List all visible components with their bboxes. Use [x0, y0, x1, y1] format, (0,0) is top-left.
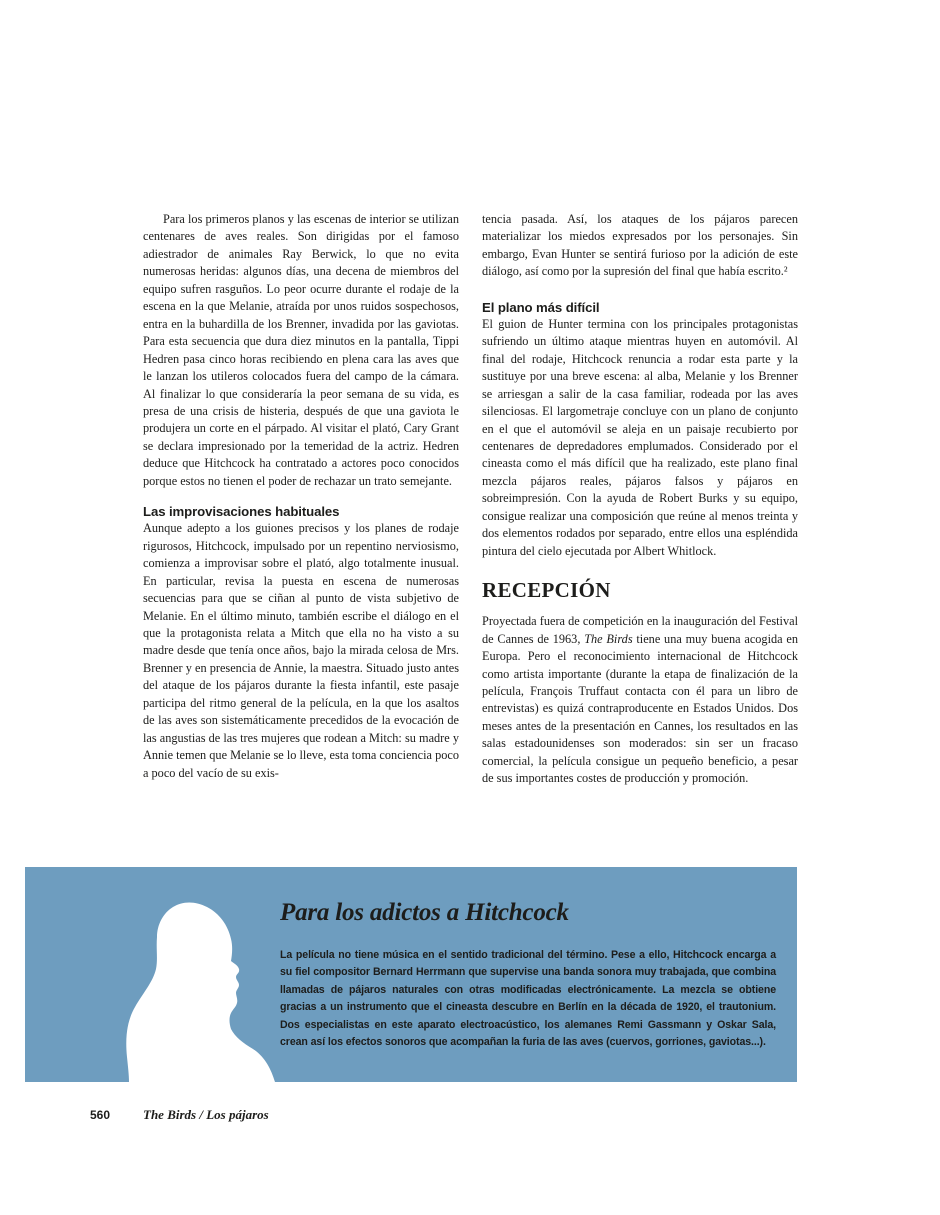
sidebar-title: Para los adictos a Hitchcock	[280, 899, 569, 926]
body-paragraph: tencia pasada. Así, los ataques de los pájaros parecen materializar los miedos expresados por los personajes. Sin embargo, Evan Hunter se sentirá furioso por la adición de este diálogo, así como por la supresión del final que había escrito.²	[482, 212, 798, 279]
left-column	[143, 211, 459, 782]
body-paragraph: Para los primeros planos y las escenas de interior se utilizan centenares de aves reales. Son dirigidas por el famoso adiestrador de animales Ray Berwick, lo que no evita numerosas heridas: algunos días, una decena de miembros del equipo sufren rasguños. Lo peor ocurre durante el rodaje de la escena en la que Melanie, atraída por unos ruidos sospechosos, entra en la buhardilla de los Brenner, invadida por las gaviotas. Para esta secuencia que dura diez minutos en la pantalla, Tippi Hedren pasa cinco horas recibiendo en plena cara las aves que le lanzan los utileros colocados fuera del campo de la cámara. Al finalizar lo que consideraría la peor semana de su vida, es presa de una crisis de histeria, después de que una gaviota le produjera un corte en el párpado. Al visitar el plató, Cary Grant se declara impresionado por la temeridad de la actriz. Hedren deduce que Hitchcock ha contratado a actores poco conocidos porque estos no tienen el poder de rechazar un trato semejante.	[143, 212, 459, 488]
text-run: Proyectada fuera de competición en la inauguración del Festival de Cannes de 1963,	[482, 614, 798, 646]
right-column	[482, 211, 798, 788]
subheading: Las improvisaciones habituales	[143, 504, 340, 520]
sidebar-text: La película no tiene música en el sentido tradicional del término. Pese a ello, Hitchcock encarga a su fiel compositor Bernard Herrmann que supervise una banda sonora muy trabajada, que combina llamadas de pájaros naturales con otras modificadas electrónicamente. La mezcla se obtiene gracias a un instrumento que el cineasta descubre en Berlín en la década de 1920, el trautonium. Dos especialistas en este aparato electroacústico, los alemanes Remi Gassmann y Oskar Sala, crean así los efectos sonoros que acompañan la furia de las aves (cuervos, gorriones, gaviotas...).	[280, 949, 776, 1049]
film-title: The Birds	[584, 631, 633, 646]
section-title: RECEPCIÓN	[482, 578, 611, 603]
body-paragraph	[482, 613, 798, 788]
subheading: El plano más difícil	[482, 299, 600, 315]
sidebar-box	[25, 867, 797, 1082]
running-title: The Birds / Los pájaros	[143, 1107, 269, 1122]
body-paragraph: Aunque adepto a los guiones precisos y los planes de rodaje rigurosos, Hitchcock, impulsado por un repentino nerviosismo, comienza a improvisar sobre el plató, algo totalmente inusual. En particular, revisa la puesta en escena de numerosas secuencias para que se ciñan al punto de vista subjetivo de Melanie. En el último minuto, también escribe el diálogo en el que la protagonista relata a Mitch que ella no ha visto a su madre desde que tenía once años, bajo la mirada celosa de Mrs. Brenner y en presencia de Annie, la maestra. Situado justo antes del ataque de los pájaros durante la fiesta infantil, este pasaje participa del ritmo general de la película, en la que los asaltos de las aves son sistemáticamente precedidos de la evocación de las angustias de las tres mujeres que rodean a Mitch: su madre y Annie temen que Melanie se lo lleve, esta toma conciencia poco a poco del vacío de su exis-	[143, 521, 459, 780]
text-run: tiene una muy buena acogida en Europa. Pero el reconocimiento internacional de Hitchcock como artista importante (durante la etapa de finalización de la película, François Truffaut contacta con él para un libro de entrevistas) es quizá contraproducente en Estados Unidos. Dos meses antes de la presentación en Cannes, los resultados en las salas estadounidenses son moderados: sin ser un fracaso comercial, la película consigue un pequeño beneficio, a pesar de sus importantes costes de producción y promoción.	[482, 631, 798, 786]
page-number: 560	[90, 1108, 111, 1122]
body-paragraph: El guion de Hunter termina con los principales protagonistas sufriendo un último ataque mientras huyen en automóvil. Al final del rodaje, Hitchcock renuncia a rodar esta parte y la sustituye por una breve escena: al alba, Melanie y los Brenner se arriesgan a salir de la casa familiar, rodeada por las aves silenciosas. El largometraje concluye con un plano de conjunto en el que el automóvil se aleja en un paisaje recubierto por centenares de depredadores emplumados. Considerado por el cineasta como el más difícil que ha realizado, este plano final mezcla pájaros reales, pájaros falsos y pájaros en sobreimpresión. Con la ayuda de Robert Burks y su equipo, consigue realizar una composición que reúne al menos treinta y dos elementos rodados por separado, entre ellos una espléndida pintura del cielo ejecutada por Albert Whitlock.	[482, 316, 798, 558]
hitchcock-profile-silhouette-icon	[125, 897, 275, 1082]
